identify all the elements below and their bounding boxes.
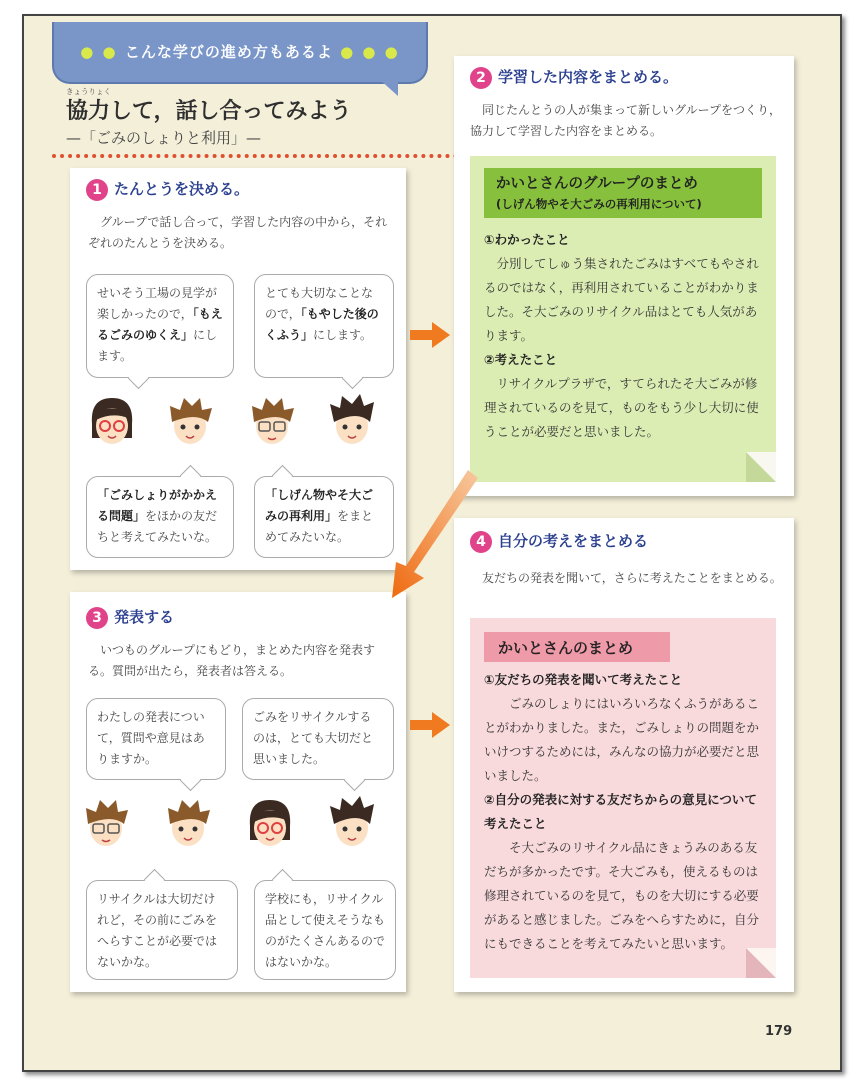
boy-spiky-icon (328, 394, 376, 450)
step4-heading (470, 530, 648, 553)
speech-bubble: 「しげん物やそ大ごみの再利用」をまとめてみたいな。 (254, 476, 394, 558)
step4-number-badge: 4 (470, 531, 492, 553)
boy-face-icon (164, 796, 212, 852)
boy-face-icon (166, 394, 214, 450)
note-title: かいとさんのまとめ (498, 639, 634, 657)
note-body: ①わかったこと 分別してしゅう集されたごみはすべてもやされるのではなく，再利用されていることがわかりました。そ大ごみのリサイクル品はとても人気があります。 ②考えたこと リサイクルプラザで，すてられたそ大ごみが修理されているのを見て，ものをもう少し大切に使うことが必要だと思いました。 (484, 232, 759, 439)
note-body: ①友だちの発表を聞いて考えたこと ごみのしょりにはいろいろなくふうがあることがわかりました。また，ごみしょりの問題をかいけつするためには，みんなの協力が必要だと思いました。 ②自分の発表に対する友だちからの意見について考えたこと そ大ごみのリサイクル品にきょうみのある友だちが多かったです。そ大ごみも，使えるものは修理されているのを見て，ものを大切にする必要があると感じました。ごみをへらすために，自分にもできることを考えてみたいと思います。 (484, 672, 760, 951)
step3-description: いつものグループにもどり，まとめた内容を発表する。質問が出たら，発表者は答える。 (88, 643, 376, 678)
speech-bubble: 学校にも，リサイクル品として使えそうなものがたくさんあるのではないかな。 (254, 880, 396, 980)
step4-heading-text: 自分の考えをまとめる (498, 532, 649, 550)
note-title: かいとさんのグループのまとめ (496, 176, 698, 192)
speech-bubble: せいそう工場の見学が楽しかったので，「もえるごみのゆくえ」にします。 (86, 274, 234, 378)
step1-heading-text: たんとうを決める。 (114, 180, 250, 198)
speech-bubble: リサイクルは大切だけれど，その前にごみをへらすことが必要ではないかな。 (86, 880, 238, 980)
step1-card (70, 168, 406, 570)
speech-bubble: わたしの発表について，質問や意見はありますか。 (86, 698, 226, 780)
dots-left-icon: ● ● (80, 43, 125, 61)
page-curl-icon (746, 452, 776, 482)
speech-bubble: 「ごみしょりがかかえる問題」をほかの友だちと考えてみたいな。 (86, 476, 234, 558)
step2-heading-text: 学習した内容をまとめる。 (498, 68, 679, 86)
step3-card (70, 592, 406, 992)
speech-bubble: とても大切なことなので，「もやした後のくふう」にします。 (254, 274, 394, 378)
banner (52, 22, 428, 84)
step2-heading (470, 66, 678, 89)
step4-description: 友だちの発表を聞いて，さらに考えたことをまとめる。 (482, 571, 782, 585)
boy-glasses-icon (82, 796, 130, 852)
banner-label: こんな学びの進め方もあるよ (124, 43, 333, 61)
step4-note (470, 618, 776, 978)
note-subtitle: (しげん物やそ大ごみの再利用について) (496, 197, 702, 211)
dotted-divider (52, 154, 458, 158)
step1-description: グループで話し合って，学習した内容の中から，それぞれのたんとうを決める。 (88, 215, 388, 250)
step3-heading (86, 606, 174, 629)
page-number: 179 (765, 1024, 793, 1039)
note-title-label (484, 168, 762, 218)
page-title: 協力して，話し合ってみよう (66, 99, 352, 124)
step4-card (454, 518, 794, 992)
step2-number-badge: 2 (470, 67, 492, 89)
step2-card (454, 56, 794, 496)
girl-glasses-icon (88, 394, 136, 450)
page-curl-icon (746, 948, 776, 978)
step2-description: 同じたんとうの人が集まって新しいグループをつくり，協力して学習した内容をまとめる。 (470, 103, 782, 138)
arrow-diagonal-icon (388, 470, 478, 602)
dots-right-icon: ● ● ● (332, 43, 400, 61)
page-subtitle: —「ごみのしょりと利用」— (66, 129, 262, 147)
speech-bubble: ごみをリサイクルするのは，とても大切だと思いました。 (242, 698, 394, 780)
boy-glasses-icon (248, 394, 296, 450)
girl-glasses-icon (246, 796, 294, 852)
step3-heading-text: 発表する (114, 608, 175, 626)
arrow-right-icon (410, 712, 450, 738)
step1-heading (86, 178, 249, 201)
step3-number-badge: 3 (86, 607, 108, 629)
note-title-label (484, 632, 670, 662)
step1-number-badge: 1 (86, 179, 108, 201)
boy-spiky-icon (328, 796, 376, 852)
banner-tail (378, 78, 398, 96)
arrow-right-icon (410, 322, 450, 348)
step2-note (470, 156, 776, 482)
title-ruby: きょうりょく (66, 87, 111, 96)
banner-text (54, 41, 426, 62)
